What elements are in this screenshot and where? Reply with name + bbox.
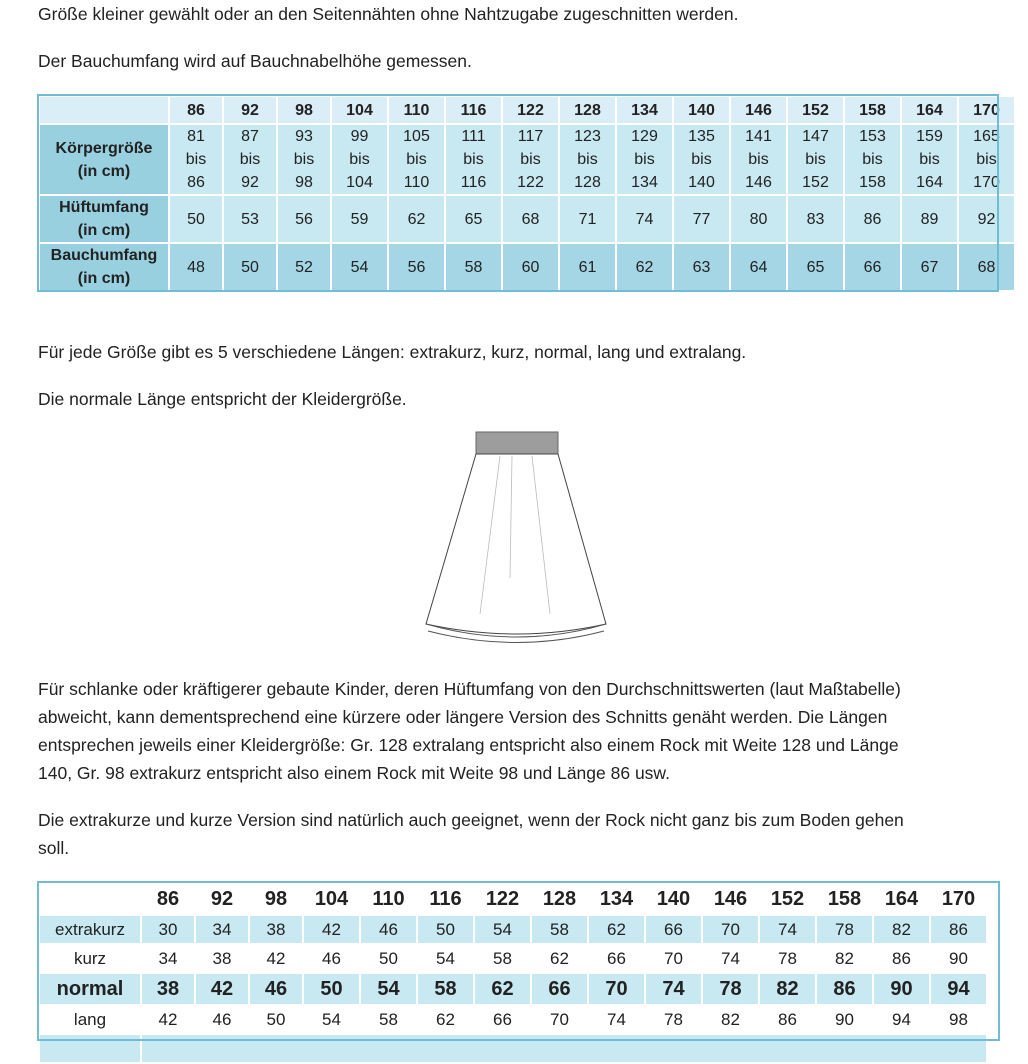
length-row-normal xyxy=(39,973,987,1005)
range-sep: bis xyxy=(691,151,712,168)
row-label-line: Hüftumfang xyxy=(59,199,149,216)
length-header-corner xyxy=(39,883,141,915)
length-cell: 46 xyxy=(303,944,360,973)
waist-value-cell: 64 xyxy=(730,243,787,291)
length-size-header: 122 xyxy=(474,883,531,915)
range-to: 104 xyxy=(346,174,373,191)
length-cell: 34 xyxy=(195,915,249,944)
length-cell: 62 xyxy=(474,973,531,1005)
waist-value-cell: 66 xyxy=(844,243,901,291)
hip-value-cell: 83 xyxy=(787,195,844,243)
range-to: 128 xyxy=(574,174,601,191)
row-label-unit: (in cm) xyxy=(77,270,131,287)
length-cell: 74 xyxy=(702,944,759,973)
length-cell: 86 xyxy=(930,915,987,944)
length-cell: 54 xyxy=(303,1005,360,1034)
height-range-cell xyxy=(331,124,388,195)
size-header-cell: 146 xyxy=(730,96,787,124)
length-cell: 42 xyxy=(195,973,249,1005)
body-para2-line2: soll. xyxy=(38,838,70,858)
length-cell: 66 xyxy=(588,944,645,973)
range-from: 159 xyxy=(916,128,943,145)
length-row-label: extrakurz xyxy=(39,915,141,944)
body-para1-line2: abweicht, kann dementsprechend eine kürzere oder längere Version des Schnitts genäht werden. Die Längen xyxy=(38,707,888,727)
size-header-cell: 92 xyxy=(223,96,277,124)
height-range-cell xyxy=(730,124,787,195)
length-cell: 54 xyxy=(474,915,531,944)
hip-value-cell: 50 xyxy=(169,195,223,243)
length-row-label: normal xyxy=(39,973,141,1005)
range-from: 141 xyxy=(745,128,772,145)
length-row-label: kurz xyxy=(39,944,141,973)
length-cell: 98 xyxy=(930,1005,987,1034)
waist-value-cell: 58 xyxy=(445,243,502,291)
height-range-cell xyxy=(616,124,673,195)
length-cell: 82 xyxy=(759,973,816,1005)
waist-value-cell: 62 xyxy=(616,243,673,291)
length-cell: 42 xyxy=(249,944,303,973)
length-cell: 78 xyxy=(702,973,759,1005)
range-to: 86 xyxy=(187,174,205,191)
row-label-line: Bauchumfang xyxy=(50,247,158,264)
hip-value-cell: 92 xyxy=(958,195,1015,243)
row-label-unit: (in cm) xyxy=(77,222,131,239)
range-sep: bis xyxy=(976,151,997,168)
range-sep: bis xyxy=(293,151,315,168)
height-range-cell xyxy=(388,124,445,195)
range-sep: bis xyxy=(919,151,940,168)
waist-value-cell: 65 xyxy=(787,243,844,291)
size-header-cell: 152 xyxy=(787,96,844,124)
range-from: 87 xyxy=(241,128,259,145)
waist-value-cell: 61 xyxy=(559,243,616,291)
range-from: 81 xyxy=(187,128,205,145)
length-cell: 78 xyxy=(645,1005,702,1034)
length-size-header: 152 xyxy=(759,883,816,915)
range-sep: bis xyxy=(185,151,207,168)
length-size-header: 110 xyxy=(360,883,417,915)
size-header-cell: 122 xyxy=(502,96,559,124)
hip-value-cell: 74 xyxy=(616,195,673,243)
waist-value-cell: 54 xyxy=(331,243,388,291)
length-cell: 70 xyxy=(645,944,702,973)
height-range-cell xyxy=(901,124,958,195)
length-cell: 90 xyxy=(930,944,987,973)
height-row-label xyxy=(39,124,169,195)
hip-value-cell: 62 xyxy=(388,195,445,243)
length-size-header: 86 xyxy=(141,883,195,915)
hip-row-label xyxy=(39,195,169,243)
height-range-cell xyxy=(277,124,331,195)
range-from: 129 xyxy=(631,128,658,145)
length-cell: 70 xyxy=(588,973,645,1005)
height-range-cell xyxy=(673,124,730,195)
hip-value-cell: 53 xyxy=(223,195,277,243)
length-cell: 90 xyxy=(816,1005,873,1034)
size-header-cell: 158 xyxy=(844,96,901,124)
length-size-header: 98 xyxy=(249,883,303,915)
range-sep: bis xyxy=(805,151,826,168)
hip-value-cell: 89 xyxy=(901,195,958,243)
range-from: 135 xyxy=(688,128,715,145)
length-cell: 42 xyxy=(303,915,360,944)
length-size-header: 134 xyxy=(588,883,645,915)
waist-row-label xyxy=(39,243,169,291)
range-to: 164 xyxy=(916,174,943,191)
range-to: 92 xyxy=(241,174,259,191)
hip-value-cell: 68 xyxy=(502,195,559,243)
length-header-row xyxy=(39,883,987,915)
row-label-unit: (in cm) xyxy=(77,162,131,180)
length-row-label-partial xyxy=(39,1034,141,1063)
range-sep: bis xyxy=(577,151,598,168)
length-cell: 46 xyxy=(360,915,417,944)
length-cell: 50 xyxy=(417,915,474,944)
hip-row xyxy=(39,195,1015,243)
length-size-header: 164 xyxy=(873,883,930,915)
length-cell: 62 xyxy=(531,944,588,973)
length-size-header: 170 xyxy=(930,883,987,915)
length-cell: 74 xyxy=(645,973,702,1005)
range-sep: bis xyxy=(862,151,883,168)
length-cell: 58 xyxy=(360,1005,417,1034)
range-from: 153 xyxy=(859,128,886,145)
length-cell: 38 xyxy=(141,973,195,1005)
body-para1-line1: Für schlanke oder kräftigerer gebaute Kinder, deren Hüftumfang von den Durchschnittswerten (laut Maßtabelle) xyxy=(38,679,901,699)
size-header-cell: 86 xyxy=(169,96,223,124)
waist-value-cell: 56 xyxy=(388,243,445,291)
size-header-cell: 164 xyxy=(901,96,958,124)
range-to: 122 xyxy=(517,174,544,191)
lengths-line-2: Die normale Länge entspricht der Kleidergröße. xyxy=(38,389,407,409)
length-size-header: 92 xyxy=(195,883,249,915)
range-sep: bis xyxy=(349,151,370,168)
range-from: 93 xyxy=(295,128,313,145)
waist-value-cell: 63 xyxy=(673,243,730,291)
length-cell: 82 xyxy=(816,944,873,973)
length-size-header: 128 xyxy=(531,883,588,915)
range-sep: bis xyxy=(634,151,655,168)
header-corner-cell xyxy=(39,96,169,124)
hip-value-cell: 71 xyxy=(559,195,616,243)
length-row-extrakurz xyxy=(39,915,987,944)
length-cell: 58 xyxy=(417,973,474,1005)
length-cell: 50 xyxy=(360,944,417,973)
length-cell: 82 xyxy=(873,915,930,944)
height-range-cell xyxy=(169,124,223,195)
hip-value-cell: 56 xyxy=(277,195,331,243)
hip-value-cell: 86 xyxy=(844,195,901,243)
waist-row xyxy=(39,243,1015,291)
length-cell: 78 xyxy=(759,944,816,973)
range-to: 146 xyxy=(745,174,772,191)
length-cell: 42 xyxy=(141,1005,195,1034)
range-sep: bis xyxy=(748,151,769,168)
length-cell: 66 xyxy=(531,973,588,1005)
length-cell: 50 xyxy=(249,1005,303,1034)
size-header-cell: 110 xyxy=(388,96,445,124)
length-row-partial xyxy=(39,1034,987,1063)
length-row-lang xyxy=(39,1005,987,1034)
length-cell: 82 xyxy=(702,1005,759,1034)
length-cell: 50 xyxy=(303,973,360,1005)
length-cell: 38 xyxy=(195,944,249,973)
waist-value-cell: 60 xyxy=(502,243,559,291)
height-range-cell xyxy=(223,124,277,195)
size-header-cell: 128 xyxy=(559,96,616,124)
hip-value-cell: 65 xyxy=(445,195,502,243)
height-range-cell xyxy=(445,124,502,195)
length-cell: 58 xyxy=(474,944,531,973)
length-table xyxy=(38,882,988,1064)
size-header-cell: 116 xyxy=(445,96,502,124)
waist-value-cell: 52 xyxy=(277,243,331,291)
hip-value-cell: 59 xyxy=(331,195,388,243)
waist-value-cell: 48 xyxy=(169,243,223,291)
waist-value-cell: 68 xyxy=(958,243,1015,291)
length-cell: 94 xyxy=(930,973,987,1005)
size-header-cell: 170 xyxy=(958,96,1015,124)
range-to: 140 xyxy=(688,174,715,191)
skirt-body xyxy=(426,454,606,634)
height-range-cell xyxy=(958,124,1015,195)
length-cell: 70 xyxy=(702,915,759,944)
height-range-cell xyxy=(844,124,901,195)
height-row xyxy=(39,124,1015,195)
skirt-illustration xyxy=(418,428,614,650)
length-cell: 90 xyxy=(873,973,930,1005)
range-from: 111 xyxy=(461,128,486,145)
length-cell: 34 xyxy=(141,944,195,973)
range-sep: bis xyxy=(239,151,261,168)
range-to: 134 xyxy=(631,174,658,191)
range-sep: bis xyxy=(406,151,427,168)
height-range-cell xyxy=(787,124,844,195)
length-row-kurz xyxy=(39,944,987,973)
range-from: 99 xyxy=(350,128,369,145)
size-header-cell: 140 xyxy=(673,96,730,124)
waist-value-cell: 50 xyxy=(223,243,277,291)
range-to: 170 xyxy=(973,174,1000,191)
range-from: 147 xyxy=(802,128,829,145)
size-header-cell: 98 xyxy=(277,96,331,124)
size-header-cell: 134 xyxy=(616,96,673,124)
length-row-partial-cells xyxy=(141,1034,987,1063)
length-cell: 66 xyxy=(474,1005,531,1034)
range-from: 117 xyxy=(517,128,544,145)
range-sep: bis xyxy=(463,151,484,168)
body-para1-line3: entsprechen jeweils einer Kleidergröße: Gr. 128 extralang entspricht also einem Rock mit Weite 128 und Länge xyxy=(38,735,899,755)
length-cell: 54 xyxy=(360,973,417,1005)
length-cell: 62 xyxy=(588,915,645,944)
length-size-header: 146 xyxy=(702,883,759,915)
height-range-cell xyxy=(559,124,616,195)
length-cell: 94 xyxy=(873,1005,930,1034)
length-cell: 86 xyxy=(759,1005,816,1034)
length-cell: 38 xyxy=(249,915,303,944)
range-to: 110 xyxy=(403,174,430,191)
length-row-label: lang xyxy=(39,1005,141,1034)
length-size-header: 158 xyxy=(816,883,873,915)
measurement-table xyxy=(38,95,1016,292)
body-para2-line1: Die extrakurze und kurze Version sind natürlich auch geeignet, wenn der Rock nicht ganz bis zum Boden gehen xyxy=(38,810,904,830)
length-size-header: 104 xyxy=(303,883,360,915)
length-cell: 70 xyxy=(531,1005,588,1034)
measurement-header-row xyxy=(39,96,1015,124)
range-from: 123 xyxy=(574,128,601,145)
range-to: 158 xyxy=(859,174,886,191)
height-range-cell xyxy=(502,124,559,195)
body-para1-line4: 140, Gr. 98 extrakurz entspricht also einem Rock mit Weite 98 und Länge 86 usw. xyxy=(38,763,670,783)
hip-value-cell: 80 xyxy=(730,195,787,243)
length-cell: 54 xyxy=(417,944,474,973)
row-label-line: Körpergröße xyxy=(55,139,153,157)
length-cell: 86 xyxy=(816,973,873,1005)
length-cell: 86 xyxy=(873,944,930,973)
length-cell: 78 xyxy=(816,915,873,944)
skirt-waistband xyxy=(476,432,558,454)
range-to: 116 xyxy=(460,174,487,191)
length-cell: 66 xyxy=(645,915,702,944)
intro-line-1: Größe kleiner gewählt oder an den Seitennähten ohne Nahtzugabe zugeschnitten werden. xyxy=(38,4,739,24)
length-cell: 62 xyxy=(417,1005,474,1034)
length-size-header: 116 xyxy=(417,883,474,915)
length-size-header: 140 xyxy=(645,883,702,915)
length-cell: 74 xyxy=(588,1005,645,1034)
intro-line-2: Der Bauchumfang wird auf Bauchnabelhöhe gemessen. xyxy=(38,51,472,71)
length-cell: 74 xyxy=(759,915,816,944)
range-to: 152 xyxy=(802,174,829,191)
hip-value-cell: 77 xyxy=(673,195,730,243)
length-cell: 46 xyxy=(195,1005,249,1034)
range-sep: bis xyxy=(520,151,541,168)
range-to: 98 xyxy=(295,174,313,191)
length-cell: 30 xyxy=(141,915,195,944)
size-header-cell: 104 xyxy=(331,96,388,124)
waist-value-cell: 67 xyxy=(901,243,958,291)
lengths-line-1: Für jede Größe gibt es 5 verschiedene Längen: extrakurz, kurz, normal, lang und extralang. xyxy=(38,342,747,362)
length-cell: 46 xyxy=(249,973,303,1005)
range-from: 105 xyxy=(403,128,430,145)
range-from: 165 xyxy=(973,128,1000,145)
length-cell: 58 xyxy=(531,915,588,944)
